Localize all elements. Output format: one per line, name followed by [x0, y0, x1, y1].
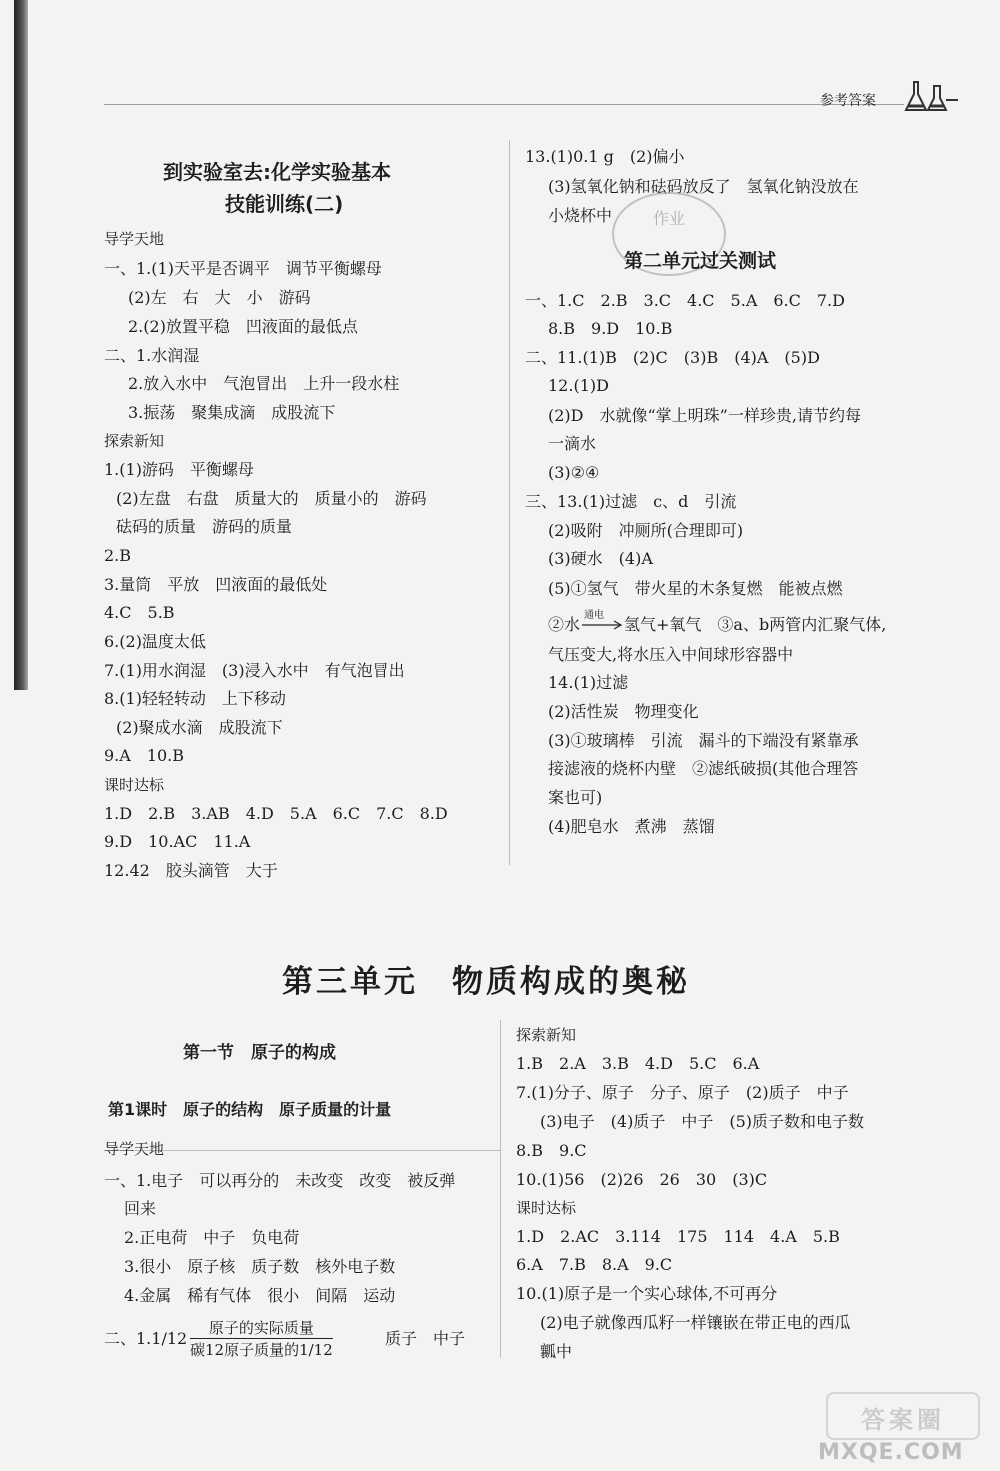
- answer-line: 1.B 2.A 3.B 4.D 5.C 6.A: [516, 1054, 760, 1073]
- answer-line: 4.C 5.B: [104, 603, 175, 622]
- formula-suffix: 质子 中子: [385, 1329, 466, 1348]
- answer-line: 12.42 胶头滴管 大于: [104, 861, 278, 880]
- section-title-line2: 技能训练(二): [225, 192, 344, 216]
- answer-line: 10.(1)原子是一个实心球体,不可再分: [516, 1284, 778, 1303]
- answer-line: 3.很小 原子核 质子数 核外电子数: [124, 1257, 396, 1276]
- electrolysis-prefix: ②水: [548, 615, 581, 634]
- answer-line: 9.D 10.AC 11.A: [104, 832, 251, 851]
- answer-line: 4.金属 稀有气体 很小 间隔 运动: [124, 1286, 396, 1305]
- answer-line: 案也可): [548, 788, 603, 807]
- flask-icon: [900, 78, 960, 118]
- answer-line: (3)氢氧化钠和砝码放反了 氢氧化钠没放在: [548, 177, 859, 196]
- answer-line: (3)②④: [548, 463, 600, 482]
- watermark-logo: [826, 1392, 980, 1440]
- answer-line: 2.放入水中 气泡冒出 上升一段水柱: [128, 374, 400, 393]
- answer-line: 小烧杯中: [548, 206, 613, 225]
- answer-line: 13.(1)0.1 g (2)偏小: [525, 147, 685, 166]
- answer-line: (2)电子就像西瓜籽一样镶嵌在带正电的西瓜: [540, 1313, 851, 1332]
- answer-line: 2.(2)放置平稳 凹液面的最低点: [128, 317, 358, 336]
- mass-fraction: [190, 1317, 333, 1360]
- answer-line: (3)电子 (4)质子 中子 (5)质子数和电子数: [540, 1112, 864, 1131]
- answer-line: 一、1.电子 可以再分的 未改变 改变 被反弹: [104, 1171, 456, 1190]
- header-label: 参考答案: [820, 93, 876, 109]
- answer-line: (4)肥皂水 煮沸 蒸馏: [548, 817, 715, 836]
- answer-line: 6.A 7.B 8.A 9.C: [516, 1255, 673, 1274]
- answer-line: 一、1.(1)天平是否调平 调节平衡螺母: [104, 259, 382, 278]
- answer-line: (3)硬水 (4)A: [548, 549, 653, 568]
- answer-line: 一、1.C 2.B 3.C 4.C 5.A 6.C 7.D: [525, 291, 845, 310]
- answer-line: 8.B 9.D 10.B: [548, 319, 673, 338]
- answer-line: 1.D 2.B 3.AB 4.D 5.A 6.C 7.C 8.D: [104, 804, 448, 823]
- subhead-tansuo: 探索新知: [516, 1026, 577, 1044]
- answer-line: 7.(1)用水润湿 (3)浸入水中 有气泡冒出: [104, 661, 405, 680]
- answer-line: (2)左盘 右盘 质量大的 质量小的 游码: [116, 489, 427, 508]
- unit-title: 第三单元 物质构成的奥秘: [282, 964, 690, 1000]
- answer-line: (2)活性炭 物理变化: [548, 702, 699, 721]
- section-heading: 第一节 原子的构成: [183, 1043, 336, 1063]
- arrow-label: 通电: [584, 610, 605, 621]
- fraction-denominator: 碳12原子质量的1/12: [190, 1341, 333, 1359]
- answer-line: 接滤液的烧杯内壁 ②滤纸破损(其他合理答: [548, 759, 859, 778]
- subhead-keshi: 课时达标: [516, 1199, 577, 1217]
- formula-prefix: 二、1.1/12: [104, 1329, 188, 1348]
- answer-line: 12.(1)D: [548, 376, 609, 395]
- answer-line: 回来: [124, 1199, 157, 1218]
- column-divider: [500, 1020, 501, 1358]
- answer-line: (2)吸附 冲厕所(合理即可): [548, 521, 744, 540]
- column-divider: [509, 140, 510, 865]
- answer-line: 1.(1)游码 平衡螺母: [104, 460, 254, 479]
- watermark-url: MXQE.COM: [818, 1440, 964, 1465]
- answer-line: 3.量筒 平放 凹液面的最低处: [104, 575, 328, 594]
- answer-line: 7.(1)分子、原子 分子、原子 (2)质子 中子: [516, 1083, 849, 1102]
- answer-line: 8.B 9.C: [516, 1141, 587, 1160]
- answer-line: 3.振荡 聚集成滴 成股流下: [128, 403, 336, 422]
- answer-line: 瓤中: [540, 1342, 573, 1361]
- answer-line: 8.(1)轻轻转动 上下移动: [104, 689, 286, 708]
- answer-line: 1.D 2.AC 3.114 175 114 4.A 5.B: [516, 1227, 840, 1246]
- answer-line: 二、11.(1)B (2)C (3)B (4)A (5)D: [525, 348, 820, 367]
- answer-line: 14.(1)过滤: [548, 673, 629, 692]
- answer-line: 二、1.水润湿: [104, 346, 200, 365]
- electrolysis-line: [548, 610, 887, 636]
- reaction-arrow: [580, 610, 624, 636]
- subhead-daoxue: 导学天地: [104, 1140, 165, 1158]
- subhead-daoxue: 导学天地: [104, 230, 165, 248]
- answer-line: (2)聚成水滴 成股流下: [116, 718, 283, 737]
- answer-line: 10.(1)56 (2)26 26 30 (3)C: [516, 1170, 768, 1189]
- answer-line: 砝码的质量 游码的质量: [116, 517, 293, 536]
- answer-line: 一滴水: [548, 434, 597, 453]
- answer-line: (5)①氢气 带火星的木条复燃 能被点燃: [548, 579, 843, 598]
- answer-line: 气压变大,将水压入中间球形容器中: [548, 645, 794, 664]
- answer-line: 9.A 10.B: [104, 746, 185, 765]
- answer-line: (2)D 水就像“掌上明珠”一样珍贵,请节约每: [548, 406, 861, 425]
- section-title-line1: 到实验室去:化学实验基本: [163, 160, 391, 184]
- lesson-heading: 第1课时 原子的结构 原子质量的计量: [108, 1100, 392, 1119]
- answer-line: 2.正电荷 中子 负电荷: [124, 1228, 300, 1247]
- subhead-tansuo: 探索新知: [104, 432, 165, 450]
- answer-line: 2.B: [104, 546, 132, 565]
- stamp-text: 作业: [652, 209, 685, 228]
- answer-line: (3)①玻璃棒 引流 漏斗的下端没有紧靠承: [548, 731, 859, 750]
- answer-line: (2)左 右 大 小 游码: [128, 288, 311, 307]
- binding-edge: [14, 0, 28, 690]
- subhead-keshi: 课时达标: [104, 776, 165, 794]
- answer-line: 6.(2)温度太低: [104, 632, 206, 651]
- unit-test-title: 第二单元过关测试: [624, 250, 777, 272]
- fraction-numerator: 原子的实际质量: [190, 1317, 333, 1339]
- electrolysis-suffix: 氢气+氧气 ③a、b两管内汇聚气体,: [624, 615, 887, 634]
- header-rule: [104, 104, 904, 105]
- watermark-cn: 答案圈: [861, 1406, 945, 1434]
- answer-line: 三、13.(1)过滤 c、d 引流: [525, 492, 737, 511]
